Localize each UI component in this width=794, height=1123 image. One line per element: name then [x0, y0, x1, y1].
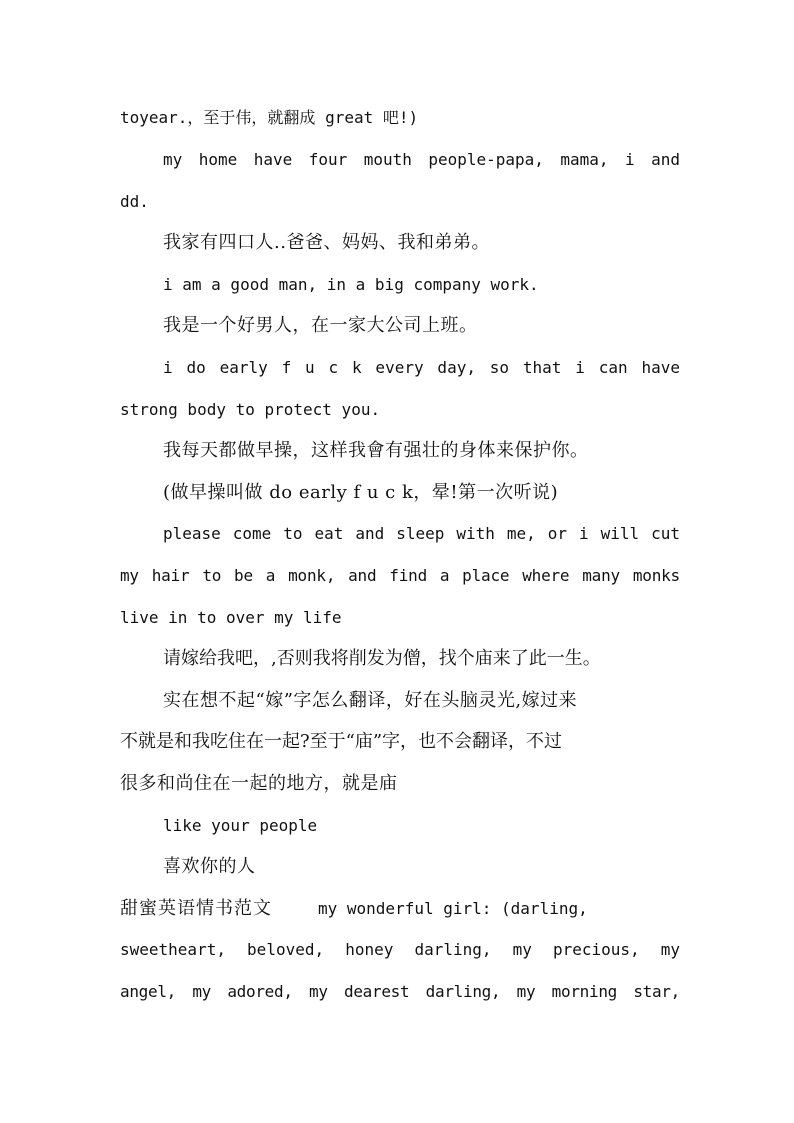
- text-line: my hair to be a monk, and find a place where many monks: [120, 566, 680, 585]
- text-line: live in to over my life: [120, 608, 342, 627]
- text-line: my home have four mouth people-papa, mama, i and: [163, 150, 680, 169]
- text-line: 很多和尚住在一起的地方，就是庙: [120, 773, 398, 794]
- text-line: 实在想不起“嫁”字怎么翻译，好在头脑灵光,嫁过来: [163, 690, 578, 711]
- text-line: 不就是和我吃住在一起?至于“庙”字，也不会翻译，不过: [120, 731, 563, 752]
- text-line: 我家有四口人..爸爸、妈妈、我和弟弟。: [163, 232, 490, 253]
- text-line: toyear.，至于伟，就翻成 great 吧!): [120, 108, 419, 127]
- section-title: 甜蜜英语情书范文: [120, 898, 272, 919]
- text-line: 我每天都做早操，这样我會有强壮的身体来保护你。: [163, 440, 589, 461]
- text-line: i am a good man, in a big company work.: [163, 275, 539, 294]
- text-line-tail: my wonderful girl: (darling,: [318, 899, 588, 918]
- text-line: 我是一个好男人，在一家大公司上班。: [163, 315, 478, 336]
- text-line: i do early f u c k every day, so that i can have: [163, 358, 680, 377]
- text-line: (做早操叫做 do early f u c k，晕!第一次听说): [163, 482, 559, 503]
- text-line: dd.: [120, 192, 149, 211]
- text-line: [120, 897, 680, 921]
- text-line: please come to eat and sleep with me, or i will cut: [163, 524, 680, 543]
- text-line: 请嫁给我吧，,否则我将削发为僧，找个庙来了此一生。: [163, 648, 601, 669]
- text-line: 喜欢你的人: [163, 856, 256, 877]
- text-line: angel, my adored, my dearest darling, my morning star,: [120, 982, 680, 1001]
- text-line: strong body to protect you.: [120, 400, 381, 419]
- text-line: sweetheart, beloved, honey darling, my precious, my: [120, 940, 680, 959]
- text-line: like your people: [163, 816, 318, 835]
